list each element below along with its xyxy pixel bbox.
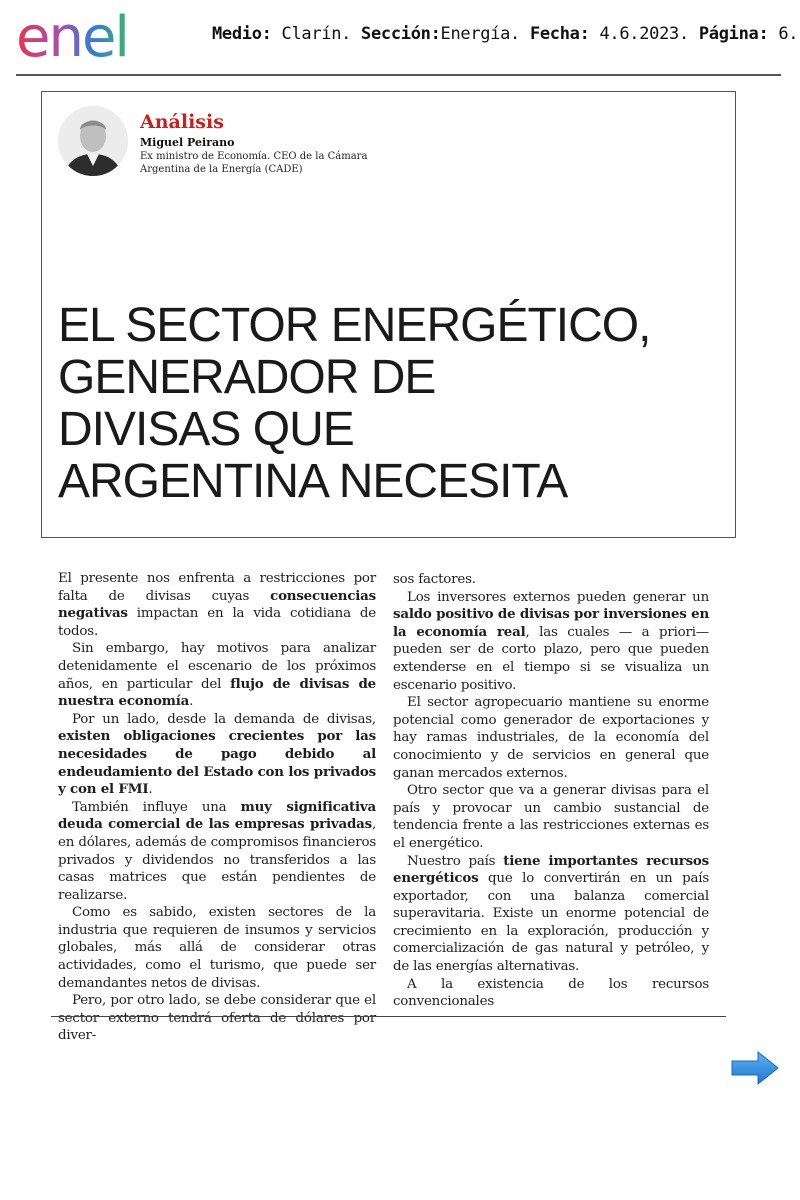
paragraph: El sector agropecuario mantiene su enorme potencial como generador de exportaciones y hay ramas industriales, de la economía del conocimiento y de servicios en general que ganan mercados externos. (393, 695, 709, 781)
paragraph: También influye una muy significativa deuda comercial de las empresas privadas, en dólares, además de compromisos financieros privados y dividendos no transferidos a las casas matrices que están pendientes de realizarse. (58, 798, 376, 903)
paragraph: A la existencia de los recursos convencionales (393, 976, 709, 1010)
article-column-2 (393, 571, 709, 1011)
medio-label: Medio: (212, 24, 272, 44)
paragraph: Los inversores externos pueden generar un saldo positivo de divisas por inversiones en la economía real, las cuales — a priori— pueden ser de corto plazo, pero que pueden extenderse en el tiempo si se visualiza un escenario positivo. (393, 589, 709, 693)
paragraph: Por un lado, desde la demanda de divisas, existen obligaciones crecientes por las necesidades de pago debido al endeudamiento del Estado con los privados y con el FMI. (58, 711, 376, 798)
paragraph: El presente nos enfrenta a restricciones por falta de divisas cuyas consecuencias negativas impactan en la vida cotidiana de todos. (58, 571, 376, 639)
author-bio: Ex ministro de Economía. CEO de la Cámara Argentina de la Energía (CADE) (140, 151, 368, 175)
paragraph: Nuestro país tiene importantes recursos energéticos que lo convertirán en un país exportador, con una balanza comercial superavitaria. Existe un enorme potencial de crecimiento en la exploración, producción y comercialización de gas natural y petróleo, y de las energías alternativas. (393, 852, 709, 975)
paragraph: Otro sector que va a generar divisas para el país y provocar un cambio sustancial de tendencia frente a las restricciones externas es el energético. (393, 783, 709, 851)
author-photo (58, 106, 128, 176)
paragraph: sos factores. (393, 572, 476, 587)
article-column-1 (58, 570, 376, 1045)
logo-text: enel (16, 10, 128, 68)
header-divider (16, 74, 781, 76)
document-meta (212, 24, 798, 44)
section-label: Análisis (140, 111, 224, 133)
enel-logo (16, 10, 182, 68)
headline-line: GENERADOR DE (58, 351, 436, 404)
pagina-label: Página: (698, 24, 769, 44)
paragraph: Como es sabido, existen sectores de la industria que requieren de insumos y servicios globales, más allá de considerar otras actividades, como el turismo, que puede ser demandantes netos de divisas. (58, 905, 376, 991)
paragraph: Sin embargo, hay motivos para analizar detenidamente el escenario de los próximos años, en particular del flujo de divisas de nuestra economía. (58, 641, 376, 710)
seccion-value: Energía. (440, 24, 520, 44)
fecha-value: 4.6.2023. (599, 24, 689, 44)
author-name: Miguel Peirano (140, 136, 235, 149)
right-arrow-icon[interactable] (730, 1050, 780, 1086)
headline-line: EL SECTOR ENERGÉTICO, (58, 299, 651, 352)
headline-line: DIVISAS QUE (58, 403, 354, 456)
paragraph: Pero, por otro lado, se debe considerar que el sector externo tendrá oferta de dólares por diver- (58, 993, 376, 1044)
article-headline (58, 300, 718, 508)
fecha-label: Fecha: (529, 24, 590, 44)
footer-divider (51, 1016, 726, 1017)
medio-value: Clarín. (281, 24, 352, 44)
pagina-value: 6. (778, 24, 799, 44)
headline-line: ARGENTINA NECESITA (58, 455, 568, 508)
seccion-label: Sección: (361, 24, 441, 44)
